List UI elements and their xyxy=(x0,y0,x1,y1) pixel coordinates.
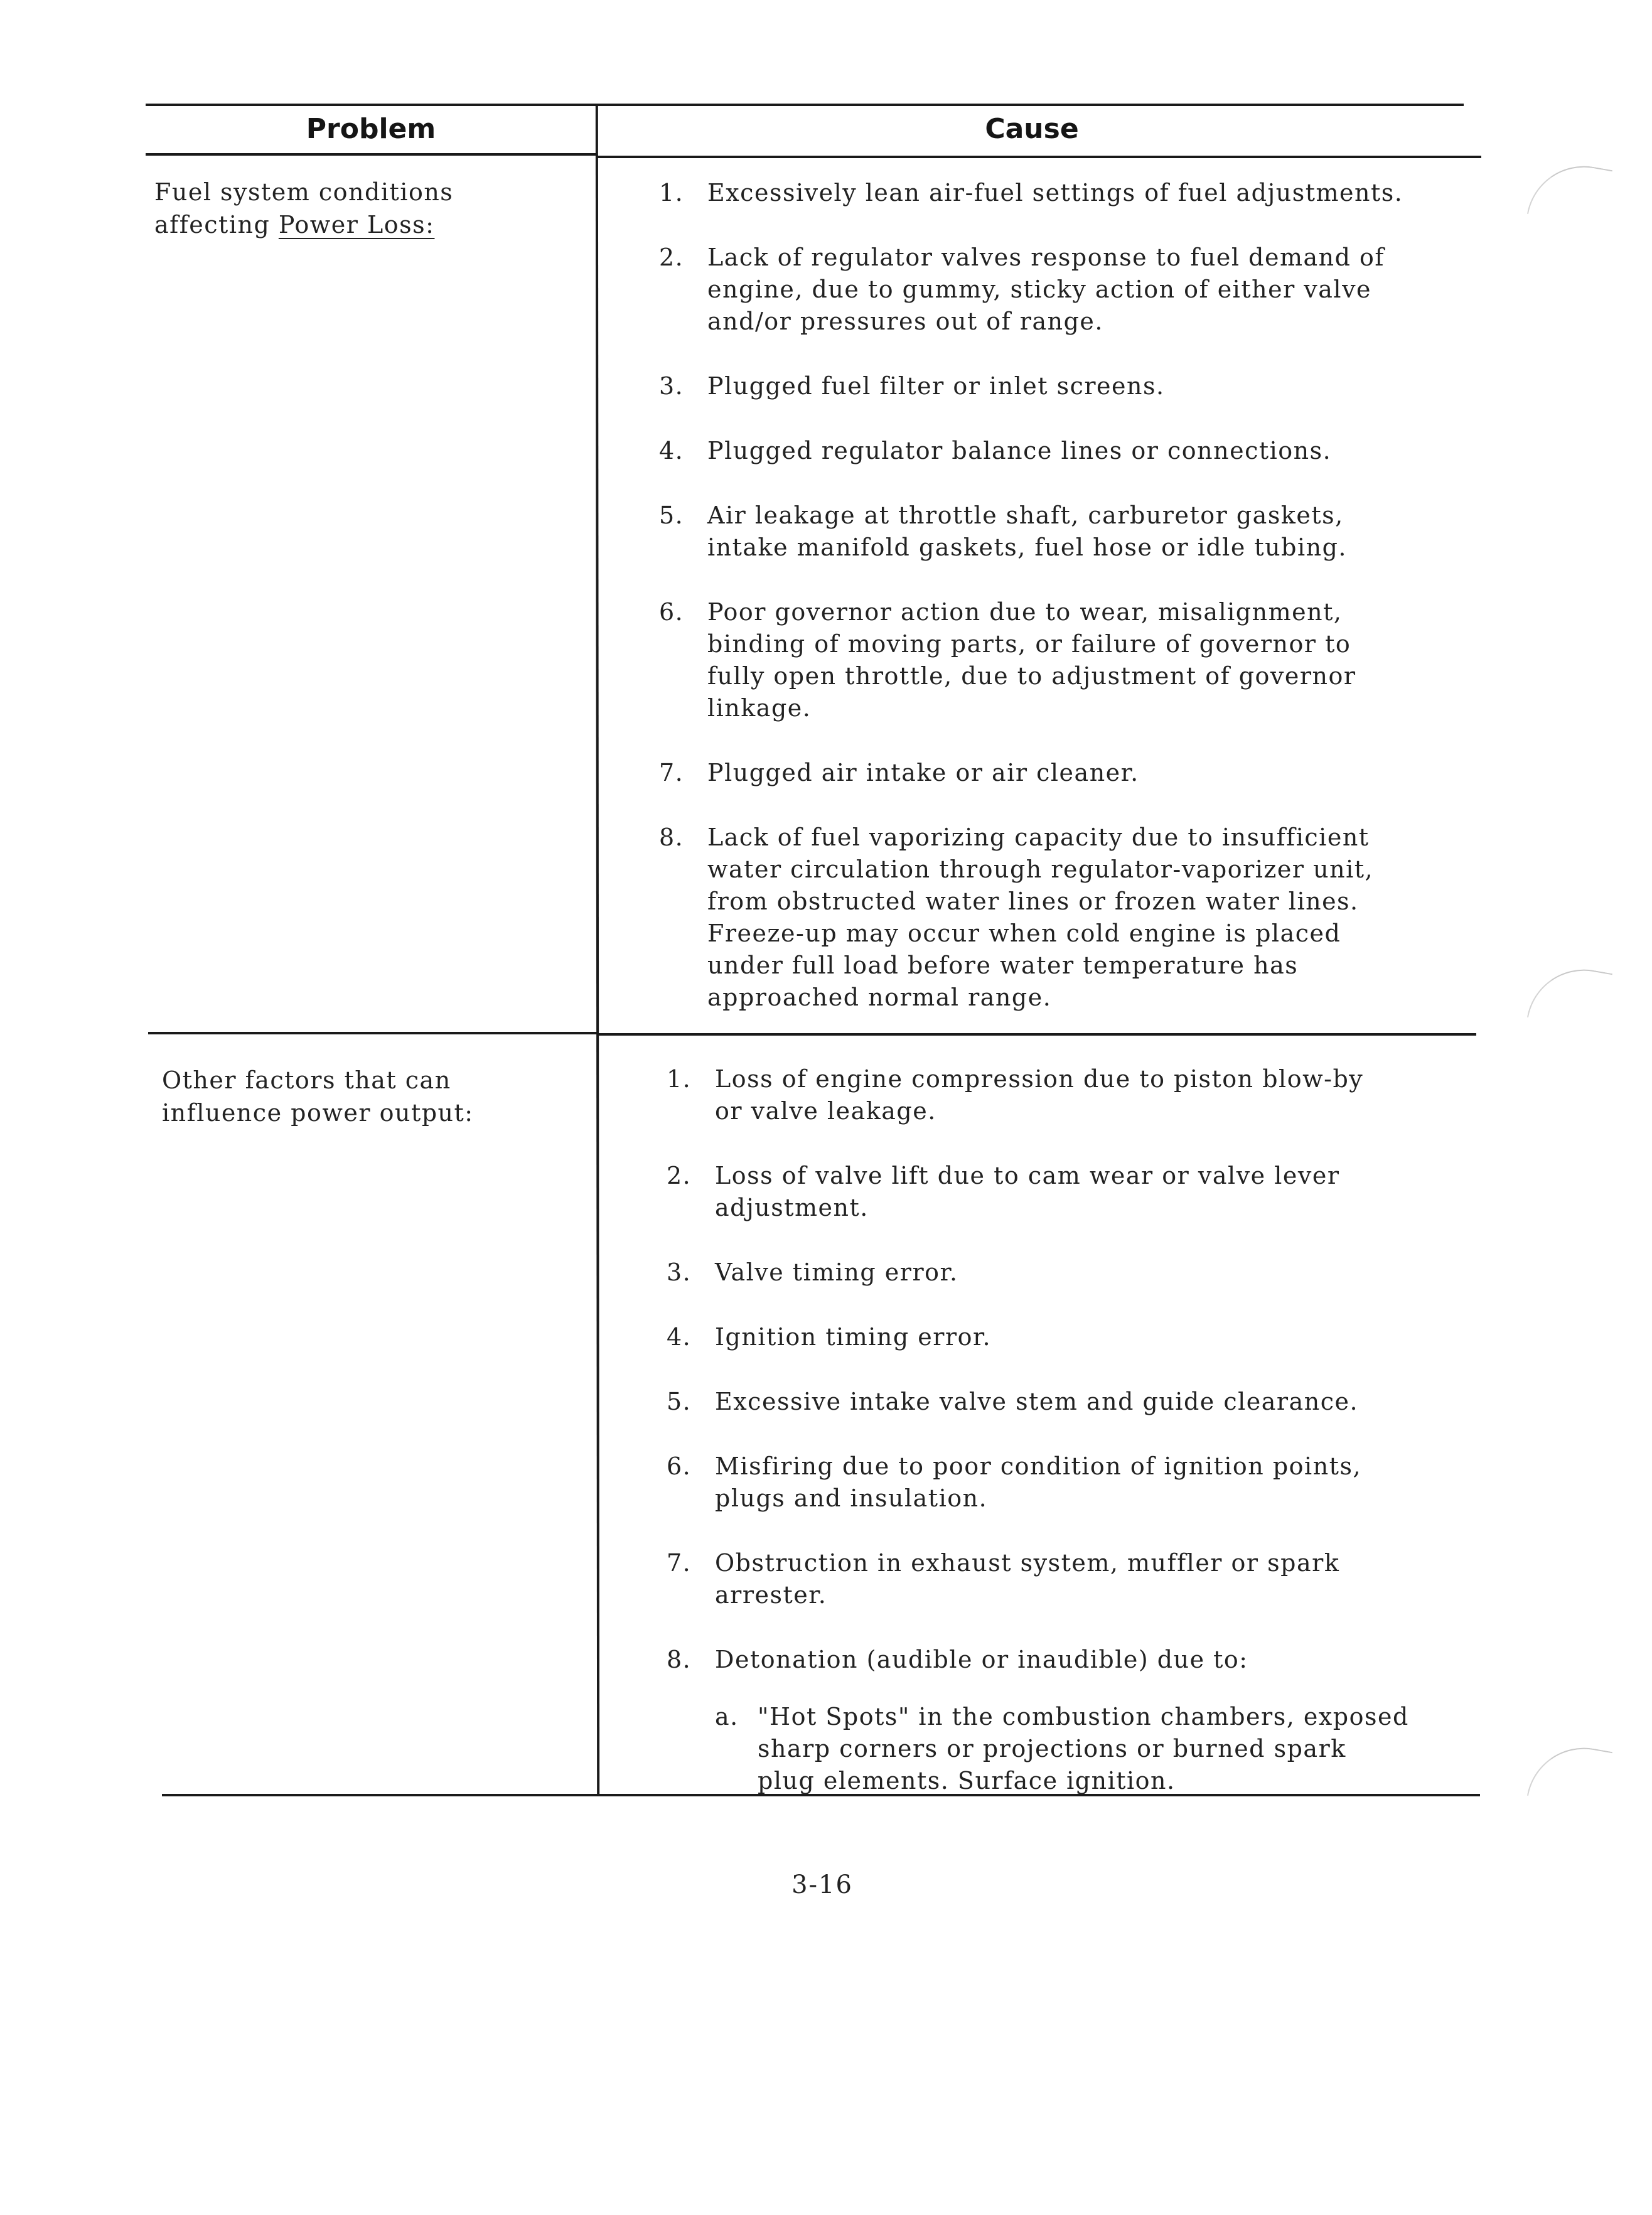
list-item-number: 4. xyxy=(667,1323,692,1351)
sub-list-item-text: "Hot Spots" in the combustion chambers, exposed sharp corners or projections or burned spark plug elements. Surface ignition. xyxy=(758,1703,1409,1794)
punch-hole-shadow-middle xyxy=(1527,960,1612,1031)
list-item xyxy=(667,1321,1483,1353)
list-item-text: Loss of engine compression due to piston blow-by or valve leakage. xyxy=(715,1065,1364,1125)
list-item xyxy=(659,435,1475,467)
list-item xyxy=(659,596,1475,724)
list-item-number: 1. xyxy=(667,1065,692,1093)
list-item-text: Misfiring due to poor condition of ignition points, plugs and insulation. xyxy=(715,1452,1362,1512)
list-item-number: 8. xyxy=(659,823,684,851)
list-item-number: 7. xyxy=(659,759,684,786)
punch-hole-shadow-top xyxy=(1527,157,1612,227)
list-item xyxy=(659,177,1475,209)
list-item-text: Excessive intake valve stem and guide clearance. xyxy=(715,1388,1359,1415)
header-bottom-rule-right xyxy=(596,156,1481,158)
section-divider-rule-right xyxy=(598,1033,1476,1036)
list-item-text: Detonation (audible or inaudible) due to: xyxy=(715,1646,1248,1673)
list-item xyxy=(659,370,1475,402)
list-item-text: Ignition timing error. xyxy=(715,1323,992,1351)
list-item-text: Loss of valve lift due to cam wear or valve lever adjustment. xyxy=(715,1162,1340,1221)
sub-list-item xyxy=(715,1701,1483,1797)
page-number: 3-16 xyxy=(791,1870,853,1899)
list-item xyxy=(659,242,1475,338)
list-item-text: Plugged fuel filter or inlet screens. xyxy=(707,372,1165,400)
section-divider-rule-left xyxy=(148,1032,598,1034)
list-item-number: 7. xyxy=(667,1549,692,1577)
problem-other-factors xyxy=(162,1064,474,1129)
power-loss-label: Power Loss: xyxy=(278,211,435,239)
cause-column-header: Cause xyxy=(985,113,1079,145)
list-item-text: Lack of fuel vaporizing capacity due to insufficient water circulation through regulator-vaporizer unit, from obstructed water lines or frozen water lines. Freeze-up may occur when cold engine is placed under full load before water temperature has approached normal range. xyxy=(707,823,1374,1011)
list-item-text: Plugged regulator balance lines or connections. xyxy=(707,437,1332,464)
column-divider xyxy=(596,104,599,1795)
list-item-number: 1. xyxy=(659,179,684,206)
problem-fuel-system-text: Fuel system conditions affecting xyxy=(154,178,454,239)
list-item-number: 6. xyxy=(667,1452,692,1480)
list-item-text: Excessively lean air-fuel settings of fuel adjustments. xyxy=(707,179,1403,206)
list-item xyxy=(667,1386,1483,1418)
list-item xyxy=(667,1451,1483,1515)
problem-other-factors-text: Other factors that can influence power output: xyxy=(162,1066,474,1127)
list-item xyxy=(659,757,1475,789)
list-item-text: Valve timing error. xyxy=(715,1258,958,1286)
list-item-number: 5. xyxy=(659,501,684,529)
sub-list-item-letter: a. xyxy=(715,1703,739,1730)
list-item xyxy=(667,1160,1483,1224)
list-item-text: Lack of regulator valves response to fuel demand of engine, due to gummy, sticky action of either valve and/or pressures out of range. xyxy=(707,244,1385,335)
list-item-text: Air leakage at throttle shaft, carburetor gaskets, intake manifold gaskets, fuel hose or idle tubing. xyxy=(707,501,1347,561)
list-item-number: 3. xyxy=(667,1258,692,1286)
list-item-text: Plugged air intake or air cleaner. xyxy=(707,759,1139,786)
list-item-number: 2. xyxy=(659,244,684,271)
list-item-number: 6. xyxy=(659,598,684,626)
list-item xyxy=(667,1547,1483,1611)
list-item xyxy=(667,1063,1483,1127)
punch-hole-shadow-bottom xyxy=(1527,1739,1612,1809)
list-item-number: 8. xyxy=(667,1646,692,1673)
list-item-number: 5. xyxy=(667,1388,692,1415)
list-item xyxy=(667,1257,1483,1289)
list-item-number: 2. xyxy=(667,1162,692,1189)
header-bottom-rule-left xyxy=(146,153,596,156)
list-item xyxy=(667,1644,1483,1797)
list-item xyxy=(659,822,1475,1014)
fuel-system-cause-list xyxy=(659,177,1475,1014)
list-item xyxy=(659,500,1475,564)
table-top-rule xyxy=(146,104,1464,106)
list-item-number: 4. xyxy=(659,437,684,464)
problem-fuel-system xyxy=(154,176,453,241)
list-item-text: Obstruction in exhaust system, muffler or spark arrester. xyxy=(715,1549,1340,1609)
list-item-number: 3. xyxy=(659,372,684,400)
problem-column-header: Problem xyxy=(306,113,436,145)
other-factors-cause-list xyxy=(667,1063,1483,1797)
list-item-text: Poor governor action due to wear, misalignment, binding of moving parts, or failure of governor to fully open throttle, due to adjustment of governor linkage. xyxy=(707,598,1356,722)
